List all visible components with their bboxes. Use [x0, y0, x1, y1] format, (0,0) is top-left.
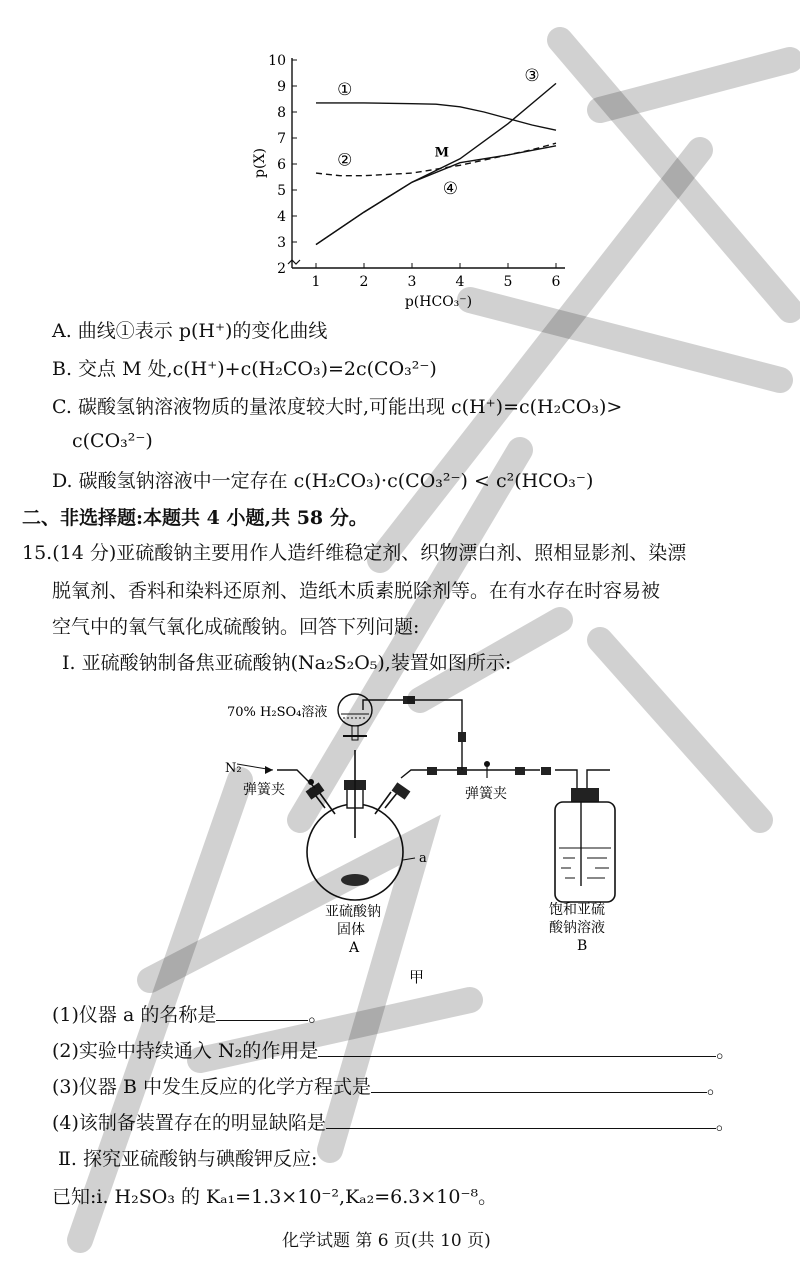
q15-part1: Ⅰ. 亚硫酸钠制备焦亚硫酸钠(Na₂S₂O₅),装置如图所示: — [62, 652, 512, 674]
instrument-a-label: a — [419, 851, 427, 866]
option-c-line1: C. 碳酸氢钠溶液物质的量浓度较大时,可能出现 c(H⁺)=c(H₂CO₃)> — [52, 396, 623, 418]
period-1: 。 — [308, 1004, 328, 1026]
sub-question-1 — [52, 1000, 327, 1027]
pX-vs-pHCO3-chart — [240, 40, 580, 310]
series-label-2: ② — [337, 150, 353, 171]
apparatus-diagram — [215, 690, 635, 990]
label-b: B — [577, 938, 588, 954]
n2-label: N₂ — [225, 761, 242, 776]
label-a: A — [349, 940, 360, 956]
axis-break — [288, 260, 300, 264]
option-b: B. 交点 M 处,c(H⁺)+c(H₂CO₃)=2c(CO₃²⁻) — [52, 358, 437, 380]
acid-label: 70% H₂SO₄溶液 — [227, 705, 328, 720]
y-tick-label: 6 — [277, 157, 286, 173]
series-line-1 — [316, 103, 556, 130]
answer-blank-4[interactable] — [326, 1110, 716, 1129]
y-tick-label: 8 — [277, 105, 286, 121]
y-tick-label: 2 — [277, 261, 286, 277]
solid-label-1: 亚硫酸钠 — [325, 904, 381, 920]
sub-question-4-text: (4)该制备装置存在的明显缺陷是 — [52, 1112, 326, 1134]
sub-question-4 — [52, 1108, 735, 1135]
section-2-heading: 二、非选择题:本题共 4 小题,共 58 分。 — [22, 507, 368, 529]
answer-blank-3[interactable] — [371, 1074, 707, 1093]
option-d: D. 碳酸氢钠溶液中一定存在 c(H₂CO₃)·c(CO₃²⁻) < c²(HCO₃⁻) — [52, 470, 594, 492]
y-tick-label: 9 — [277, 79, 286, 95]
x-tick-label: 2 — [359, 274, 369, 290]
sub-question-2 — [52, 1036, 735, 1063]
clip-left-label: 弹簧夹 — [243, 782, 285, 798]
figure-caption: 甲 — [409, 968, 425, 986]
x-tick-label: 3 — [407, 274, 417, 290]
q15-line2: 脱氧剂、香料和染料还原剂、造纸木质素脱除剂等。在有水存在时容易被 — [52, 580, 661, 602]
point-m-label: M — [434, 145, 449, 161]
answer-blank-1[interactable] — [216, 1002, 308, 1021]
period-2: 。 — [716, 1040, 736, 1062]
solution-label-1: 饱和亚硫 — [549, 902, 605, 918]
y-tick-label: 4 — [277, 209, 286, 225]
solid-label-2: 固体 — [337, 922, 365, 938]
left-spring-clip — [308, 779, 314, 785]
series-label-4: ④ — [442, 178, 459, 199]
page-footer: 化学试题 第 6 页(共 10 页) — [282, 1231, 491, 1251]
option-c-line2: c(CO₃²⁻) — [72, 430, 153, 452]
y-axis-label: p(X) — [252, 148, 268, 178]
y-tick-label: 5 — [277, 183, 286, 199]
chart-axes — [268, 53, 565, 290]
q15-part2: Ⅱ. 探究亚硫酸钠与碘酸钾反应: — [58, 1148, 318, 1170]
y-tick-label: 7 — [277, 131, 286, 147]
series-label-3: ③ — [524, 65, 540, 86]
option-a: A. 曲线①表示 p(H⁺)的变化曲线 — [52, 320, 328, 342]
sub-question-3-text: (3)仪器 B 中发生反应的化学方程式是 — [52, 1076, 371, 1098]
q15-line1: 15.(14 分)亚硫酸钠主要用作人造纤维稳定剂、织物漂白剂、照相显影剂、染漂 — [22, 542, 687, 564]
sub-question-2-text: (2)实验中持续通入 N₂的作用是 — [52, 1040, 319, 1062]
y-tick-label: 3 — [277, 235, 286, 251]
x-tick-label: 5 — [503, 274, 513, 290]
series-label-1: ① — [337, 80, 353, 101]
q15-line3: 空气中的氧气氧化成硫酸钠。回答下列问题: — [52, 616, 420, 638]
right-spring-clip — [484, 761, 490, 767]
x-tick-label: 6 — [551, 274, 561, 290]
x-tick-label: 1 — [311, 274, 321, 290]
solution-label-2: 酸钠溶液 — [549, 920, 605, 936]
answer-blank-2[interactable] — [318, 1038, 716, 1057]
period-4: 。 — [715, 1112, 735, 1134]
x-axis-label: p(HCO₃⁻) — [404, 294, 473, 310]
sub-question-1-text: (1)仪器 a 的名称是 — [52, 1004, 217, 1026]
chart-labels — [252, 66, 540, 310]
y-tick-label: 10 — [268, 53, 286, 69]
separatory-funnel — [338, 694, 372, 726]
known-constants: 已知:i. H₂SO₃ 的 Kₐ₁=1.3×10⁻²,Kₐ₂=6.3×10⁻⁸。 — [52, 1186, 498, 1208]
period-3: 。 — [706, 1076, 726, 1098]
x-tick-label: 4 — [455, 274, 465, 290]
clip-right-label: 弹簧夹 — [465, 786, 507, 802]
bottle-b — [555, 802, 615, 902]
sodium-sulfite-solid — [341, 874, 369, 886]
sub-question-3 — [52, 1072, 726, 1099]
